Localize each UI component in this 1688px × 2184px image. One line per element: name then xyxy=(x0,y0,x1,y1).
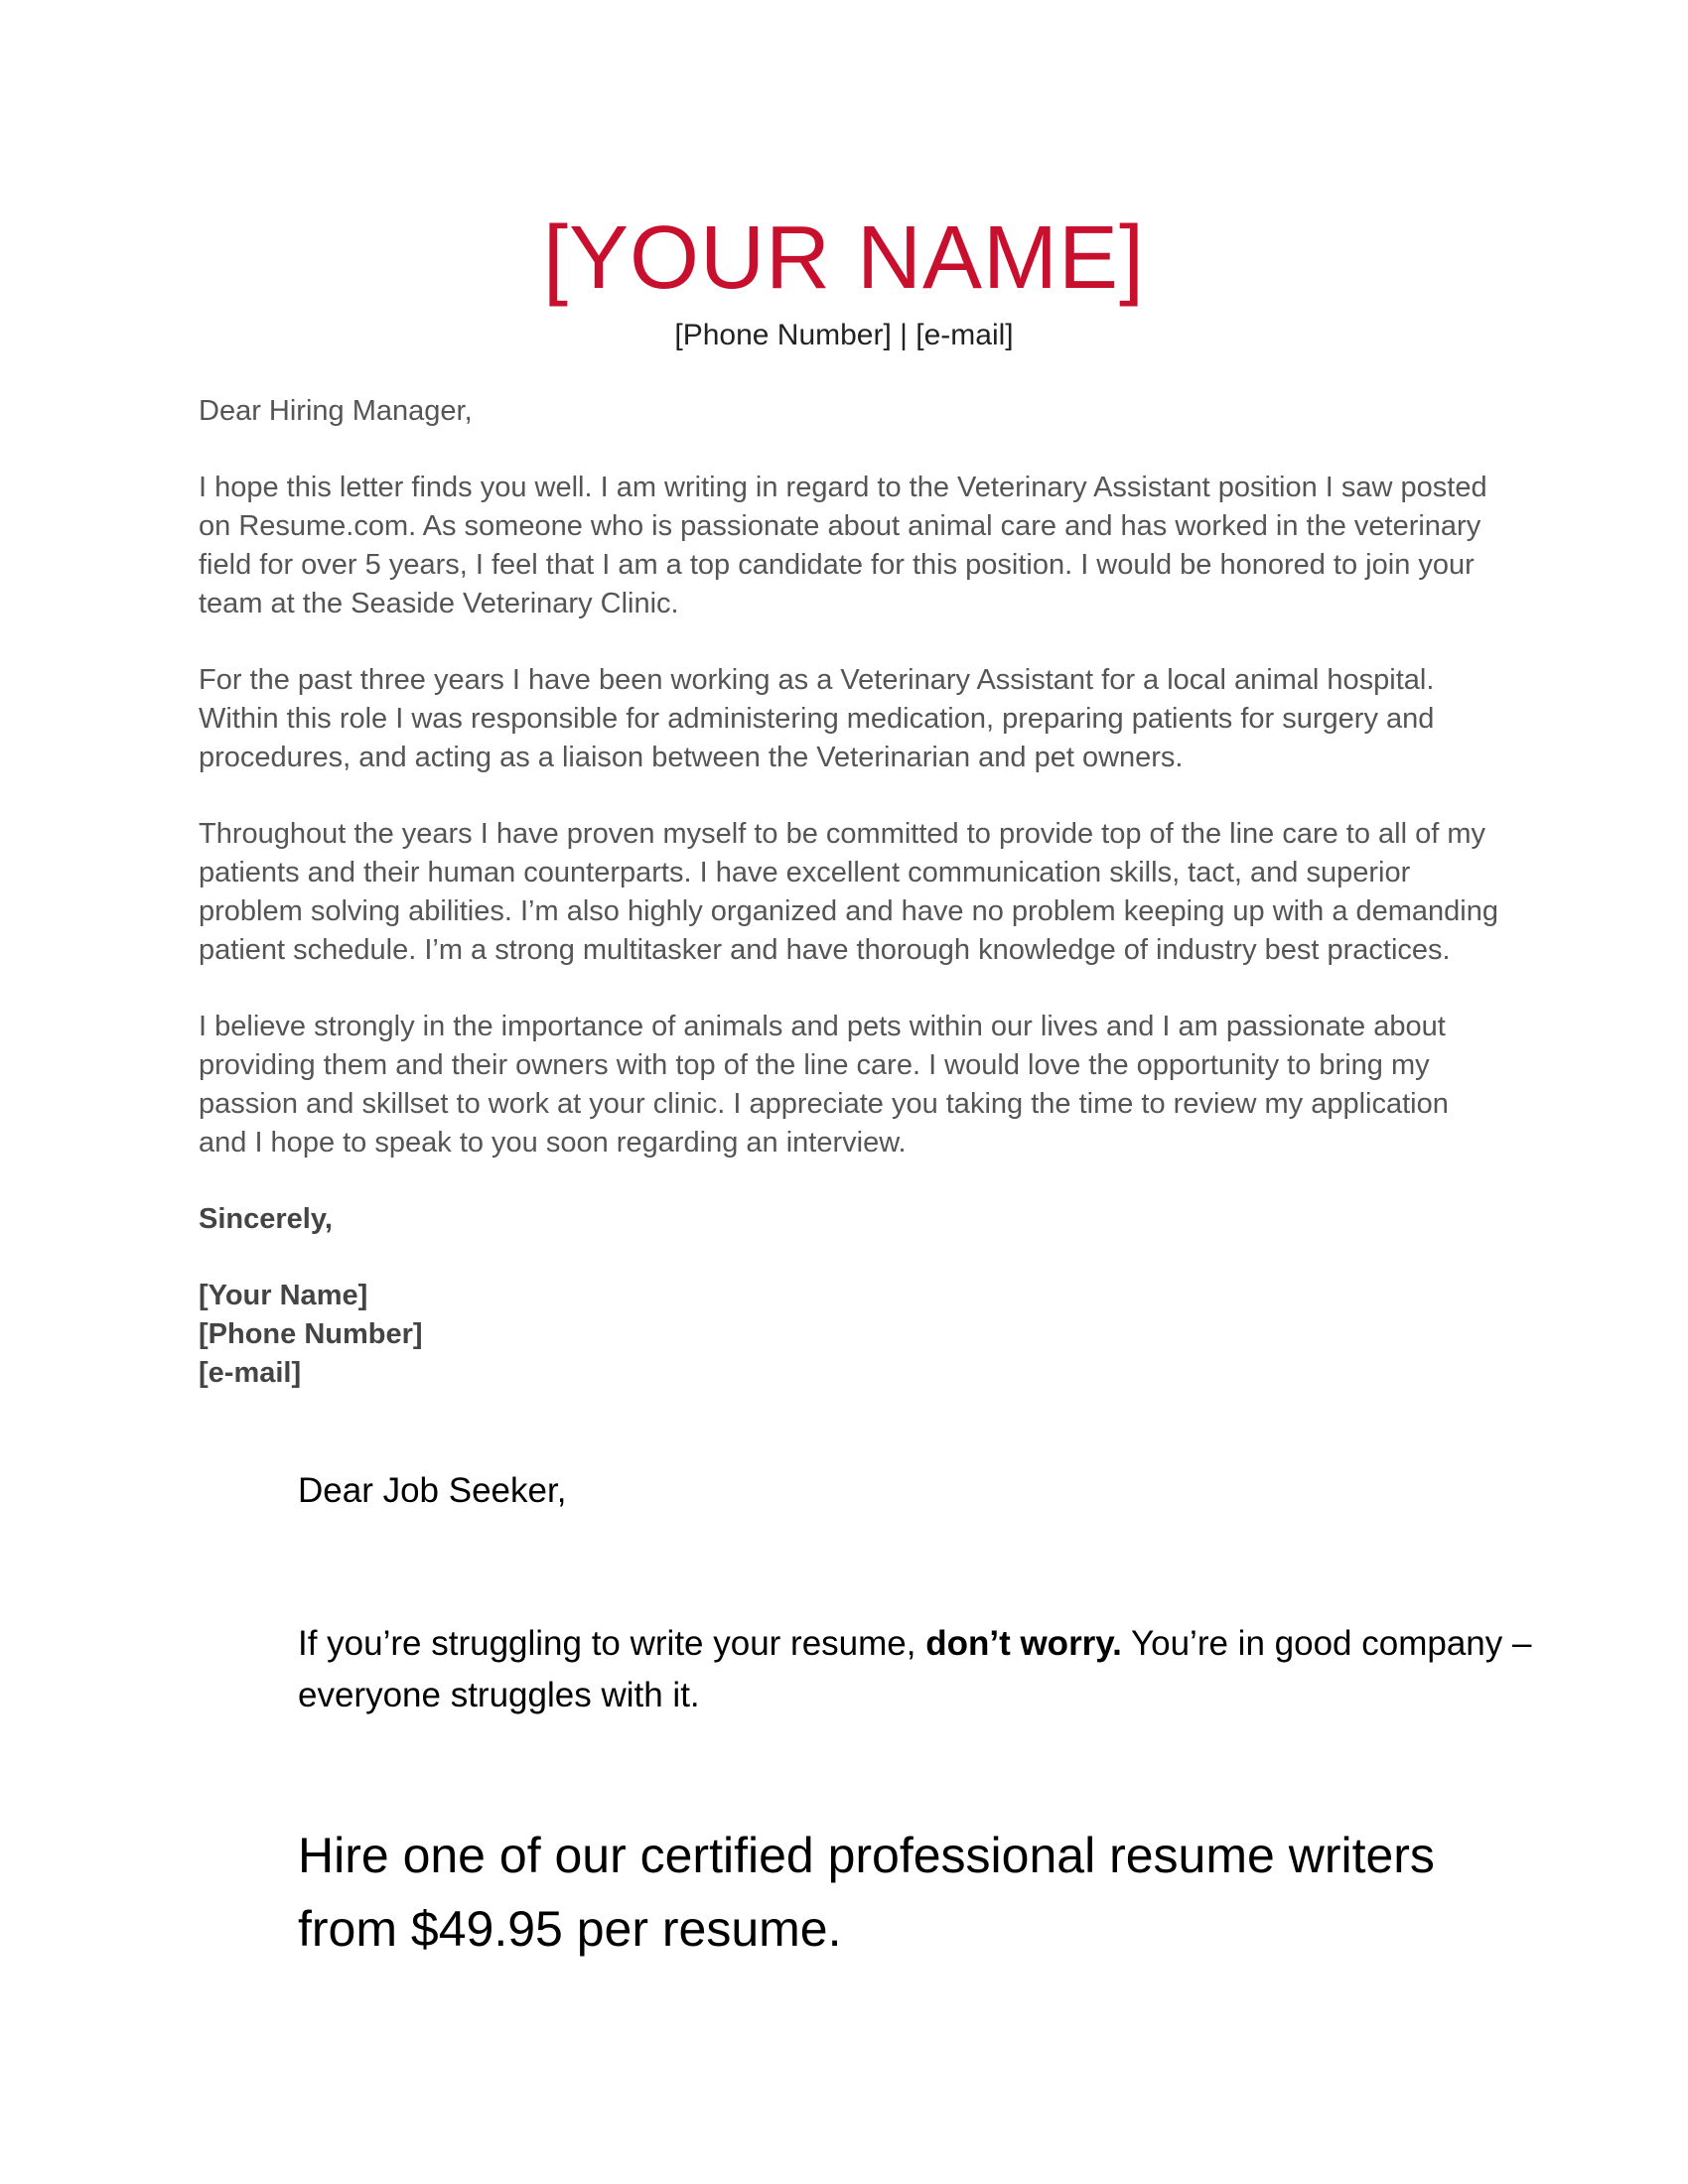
promo-greeting: Dear Job Seeker, xyxy=(298,1471,567,1510)
paragraph-skills: Throughout the years I have proven myself to be committed to provide top of the line care to all of my patients and their human counterparts. I have excellent communication skills, tact, and superior problem solving abilities. I’m also highly organized and have no problem keeping up with a demanding patient schedule. I’m a strong multitasker and have thorough knowledge of industry best practices. xyxy=(199,818,1499,966)
promo-body-emphasis: don’t worry. xyxy=(925,1624,1122,1663)
signature-name: [Your Name] xyxy=(199,1280,368,1311)
header-contact: [Phone Number] | [e-mail] xyxy=(674,319,1014,351)
promo-call-to-action: Hire one of our certified professional resume writers from $49.95 per resume. xyxy=(298,1828,1435,1957)
promo-body xyxy=(298,1618,1539,1721)
signature-block xyxy=(199,1277,1499,1393)
promo-body-start: If you’re struggling to write your resume, xyxy=(298,1624,926,1663)
paragraph-intro: I hope this letter finds you well. I am writing in regard to the Veterinary Assistant position I saw posted on Resume.com. As someone who is passionate about animal care and has worked in the veterinary field for over 5 years, I feel that I am a top candidate for this position. I would be honored to join your team at the Seaside Veterinary Clinic. xyxy=(199,472,1487,619)
signature-phone: [Phone Number] xyxy=(199,1318,423,1350)
closing: Sincerely, xyxy=(199,1203,333,1235)
cover-letter-body xyxy=(199,392,1499,1393)
promo-body-end: You’re in good company – everyone struggles with it. xyxy=(298,1624,1532,1714)
signature-email: [e-mail] xyxy=(199,1357,302,1389)
paragraph-experience: For the past three years I have been working as a Veterinary Assistant for a local animal hospital. Within this role I was responsible for administering medication, preparing patients for surgery and procedures, and acting as a liaison between the Veterinarian and pet owners. xyxy=(199,664,1435,773)
salutation: Dear Hiring Manager, xyxy=(199,395,473,427)
header-name: [YOUR NAME] xyxy=(542,208,1146,308)
paragraph-conclusion: I believe strongly in the importance of animals and pets within our lives and I am passionate about providing them and their owners with top of the line care. I would love the opportunity to bring my passion and skillset to work at your clinic. I appreciate you taking the time to review my application and I hope to speak to you soon regarding an interview. xyxy=(199,1011,1449,1159)
